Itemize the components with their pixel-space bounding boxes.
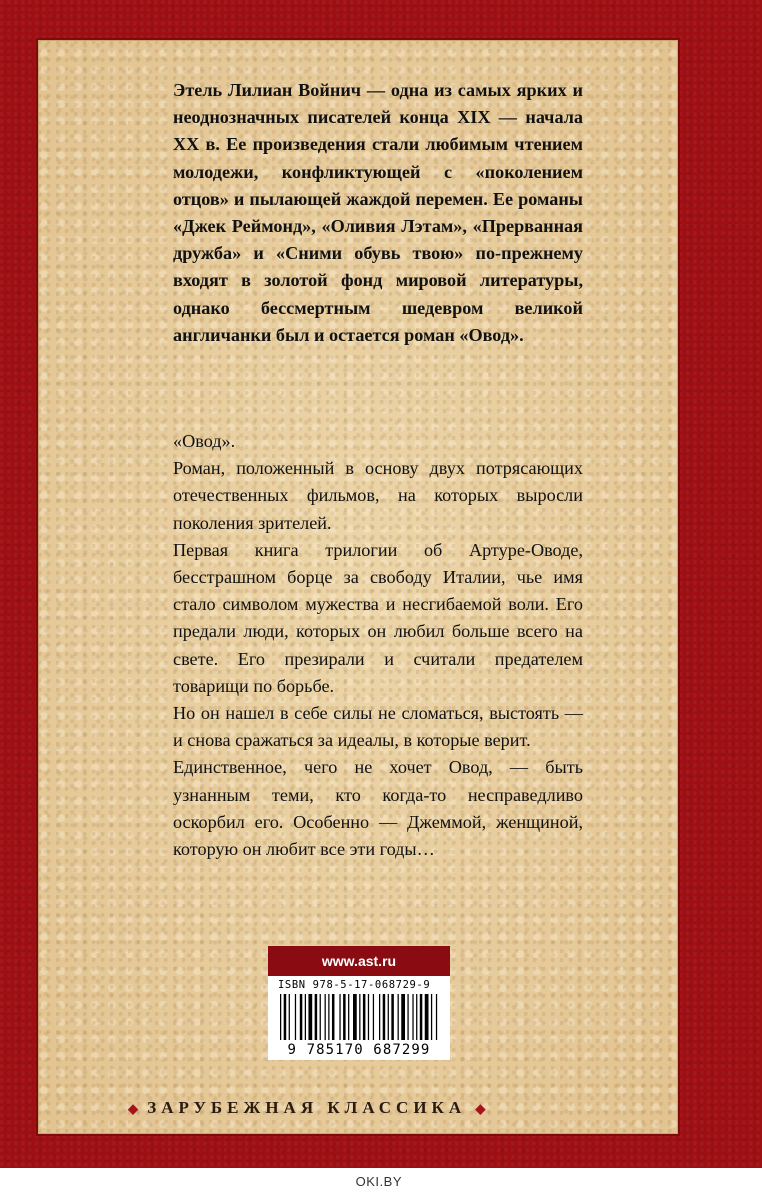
- barcode-bar: [379, 994, 380, 1040]
- ornament-right-icon: ◆: [475, 1101, 486, 1116]
- barcode-bar: [425, 994, 429, 1040]
- isbn-barcode: [268, 976, 450, 1060]
- barcode-bar: [289, 994, 290, 1040]
- barcode-bar: [332, 994, 335, 1040]
- barcode-bar: [325, 994, 326, 1040]
- annotation-paragraph-4: Единственное, чего не хочет Овод, — быть узнанным теми, кто когда-то несправедливо оскорбил его. Особенно — Джеммой, женщиной, которую он любит все эти годы…: [173, 757, 583, 860]
- barcode-bars: [268, 976, 450, 1046]
- annotation-paragraph-2: Первая книга трилогии об Артуре-Оводе, бесстрашном борце за свободу Италии, чье имя стало символом мужества и несгибаемой воли. Его предали люди, которых он любил больше всего на свете. Его презирали и считали предателем товарищи по борьбе.: [173, 539, 583, 696]
- barcode-bar: [308, 994, 312, 1040]
- barcode-bar: [343, 994, 346, 1040]
- barcode-bar: [300, 994, 303, 1040]
- barcode-bar: [388, 994, 389, 1040]
- series-name-line: [128, 1098, 588, 1118]
- barcode-bar: [348, 994, 349, 1040]
- barcode-bar: [436, 994, 437, 1040]
- barcode-bar: [383, 994, 386, 1040]
- barcode-bar: [416, 994, 417, 1040]
- barcode-bar: [398, 994, 399, 1040]
- annotation-paragraph-1: Роман, положенный в основу двух потрясающих отечественных фильмов, на которых выросли поколения зрителей.: [173, 458, 583, 533]
- barcode-bar: [431, 994, 432, 1040]
- barcode-bar: [295, 994, 296, 1040]
- ornament-left-icon: ◆: [128, 1101, 138, 1116]
- isbn-label: ISBN 978-5-17-068729-9: [278, 979, 431, 991]
- barcode-bar: [353, 994, 357, 1040]
- barcode-bar: [305, 994, 306, 1040]
- author-intro-paragraph: Этель Лилиан Войнич — одна из самых ярких и неоднозначных писателей конца XIX — начала XX в. Ее произведения стали любимым чтением молодежи, конфликтующей с «поколением отцов» и пылающей жаждой перемен. Ее романы «Джек Реймонд», «Оливия Лэтам», «Прерванная дружба» и «Сними обувь твою» по-прежнему входят в золотой фонд мировой литературы, однако бессмертным шедевром великой англичанки был и остается роман «Овод».: [173, 80, 583, 345]
- barcode-bar: [391, 994, 394, 1040]
- site-watermark: OKI.BY: [355, 1174, 402, 1189]
- barcode-number: 9 785170 687299: [287, 1042, 431, 1058]
- barcode-bar: [368, 994, 369, 1040]
- barcode-bar: [328, 994, 329, 1040]
- barcode-bar: [407, 994, 408, 1040]
- barcode-bar: [320, 994, 321, 1040]
- barcode-bar: [284, 994, 287, 1040]
- publisher-website[interactable]: www.ast.ru: [268, 946, 450, 976]
- barcode-bar: [420, 994, 423, 1040]
- barcode-bar: [315, 994, 318, 1040]
- barcode-bar: [401, 994, 405, 1040]
- barcode-bar: [373, 994, 374, 1040]
- barcode-bar: [280, 994, 281, 1040]
- novel-title-line: «Овод».: [173, 431, 236, 451]
- barcode-bar: [412, 994, 413, 1040]
- barcode-bar: [359, 994, 360, 1040]
- series-name: ЗАРУБЕЖНАЯ КЛАССИКА: [147, 1098, 467, 1117]
- barcode-bar: [339, 994, 340, 1040]
- annotation-paragraph-3: Но он нашел в себе силы не сломаться, выстоять — и снова сражаться за идеалы, в которые верит.: [173, 703, 583, 751]
- barcode-bar: [363, 994, 366, 1040]
- annotation-text: [173, 428, 583, 863]
